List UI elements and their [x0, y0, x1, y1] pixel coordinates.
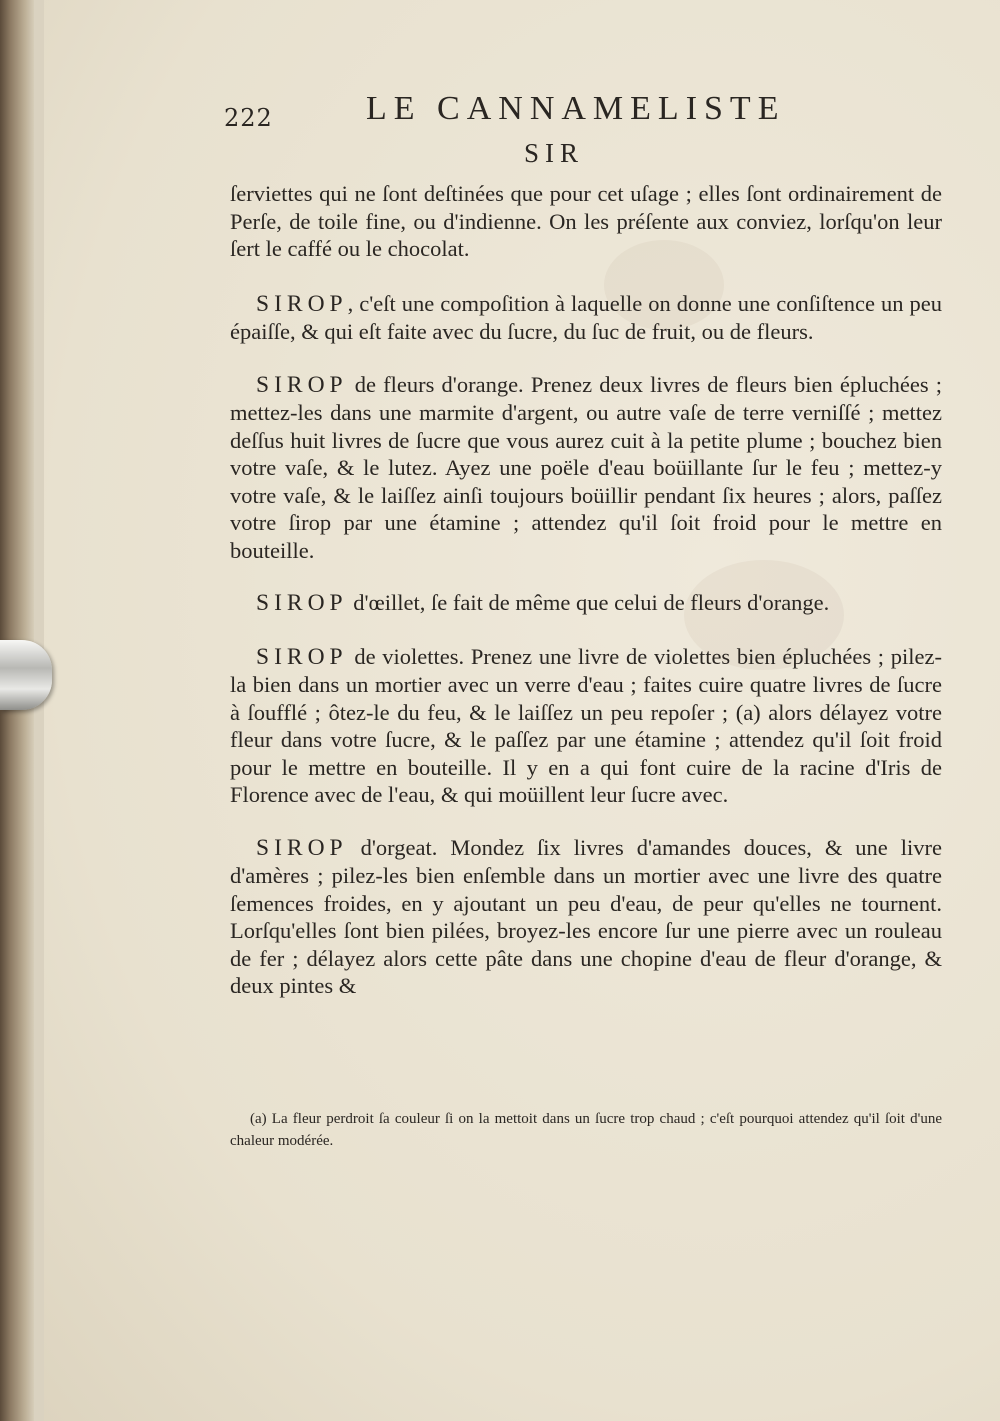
book-page: [44, 0, 1000, 1421]
paragraph-text: ſerviettes qui ne ſont deſtinées que pour cet uſage ; elles ſont ordinairement de Perſe, de toile fine, ou d'indienne. On les préſente aux conviez, lorſqu'on leur ſert le caffé ou le chocolat.: [230, 181, 942, 261]
book-binding: [0, 0, 34, 1421]
footnote: (a) La fleur perdroit ſa couleur ſi on la mettoit dans un ſucre trop chaud ; c'eſt pourquoi attendez qu'il ſoit d'une chaleur modérée.: [230, 1111, 942, 1149]
paragraph-text: de violettes. Prenez une livre de violettes bien épluchées ; pilez-la bien dans un mortier avec un verre d'eau ; faites cuire quatre livres de ſucre à ſoufflé ; ôtez-le du feu, & le laiſſez un peu repoſer ; (a) alors délayez votre fleur dans votre ſucre, & le paſſez par une étamine ; attendez qu'il ſoit froid pour le mettre en bouteille. Il y en a qui font cuire de la racine d'Iris de Florence avec de l'eau, & qui moüillent leur ſucre avec.: [230, 643, 942, 807]
running-title: LE CANNAMELISTE: [366, 90, 786, 127]
page-number: 222: [224, 104, 273, 132]
paragraph-text: d'orgeat. Mondez ſix livres d'amandes douces, & une livre d'amères ; pilez-les bien enſemble dans un mortier avec une livre des quatre ſemences froides, en y ajoutant un peu d'eau, de peur qu'elles ne tournent. Lorſqu'elles ſont bien pilées, broyez-les encore ſur une pierre avec un rouleau de fer ; délayez alors cette pâte dans une chopine d'eau de fleur d'orange, & deux pintes &: [230, 834, 942, 998]
paragraph: [230, 371, 942, 565]
paragraph-lead: SIROP: [256, 590, 348, 616]
section-head: SIR: [524, 138, 585, 168]
paragraph: [230, 589, 942, 618]
paragraph-text: , c'eſt une compoſition à laquelle on donne une conſiſtence un peu épaiſſe, & qui eſt faite avec du ſucre, du ſuc de fruit, ou de fleurs.: [230, 290, 942, 344]
body-text: [230, 180, 942, 1025]
page-edges: [34, 0, 44, 1421]
paragraph-text: d'œillet, ſe fait de même que celui de fleurs d'orange.: [347, 590, 830, 615]
paragraph-lead: SIROP: [256, 834, 348, 861]
page-header: [44, 86, 1000, 136]
paragraph: [230, 643, 942, 809]
paragraph-text: de fleurs d'orange. Prenez deux livres de fleurs bien épluchées ; mettez-les dans une marmite d'argent, ou autre vaſe de terre verniſſé ; mettez deſſus huit livres de ſucre que vous aurez cuit à la petite plume ; bouchez bien votre vaſe, & le lutez. Ayez une poële d'eau boüillante ſur le feu ; mettez-y votre vaſe, & le laiſſez ainſi toujours boüillir pendant ſix heures ; alors, paſſez votre ſirop par une étamine ; attendez qu'il ſoit froid pour le mettre en bouteille.: [230, 371, 942, 563]
paragraph: [230, 180, 942, 263]
paragraph: [230, 290, 942, 346]
page-clip: [0, 640, 52, 710]
paragraph-lead: SIROP: [256, 371, 348, 398]
paragraph-lead: SIROP: [256, 290, 348, 317]
paragraph: [230, 834, 942, 1000]
paragraph-lead: SIROP: [256, 643, 348, 670]
